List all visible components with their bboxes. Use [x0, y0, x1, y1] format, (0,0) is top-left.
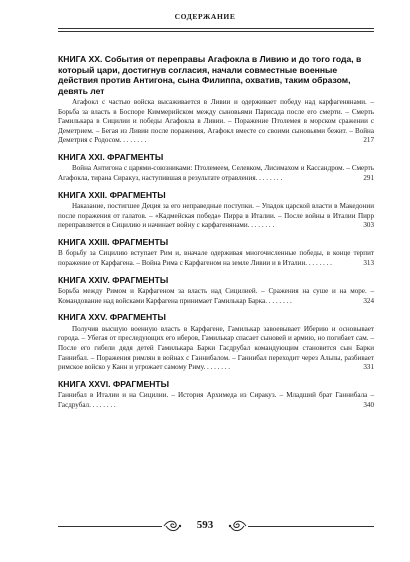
section-heading: КНИГА XXVI. ФРАГМЕНТЫ: [58, 378, 170, 389]
section-summary: [58, 391, 374, 410]
page-number: 593: [196, 519, 214, 531]
dot-leader: . . . . . . .: [307, 259, 332, 268]
dot-leader: . . . . . . .: [205, 363, 231, 372]
toc-section: [58, 54, 374, 146]
dot-leader: . . . . . . .: [121, 136, 147, 145]
header-rule-top: [58, 28, 374, 29]
section-heading: КНИГА XXIII. ФРАГМЕНТЫ: [58, 236, 169, 247]
summary-text: Ганнибал в Италии и на Сицилии. – История Архимеда из Сиракуз. – Младший брат Ганнибала – Гасдрубал.: [58, 391, 374, 409]
section-heading: КНИГА XX. События от переправы Агафокла в Ливию и до того года, в который цари, достигнув согласия, начали совместные военные действия против Антигона, сына Филиппа, охватив, таким образом, девять лет: [58, 54, 362, 96]
page-reference: 331: [363, 363, 374, 372]
dot-leader: . . . . . . .: [249, 221, 275, 230]
summary-text: Война Антигона с царями-союзниками: Птолемеем, Селевком, Лисимахом и Кассандром. – Смерть Агафокла, тирана Сиракуз, наступившая в результате отравления.: [58, 164, 374, 183]
page-reference: 340: [363, 400, 374, 409]
section-summary: [58, 98, 374, 146]
footer-rule-right: [248, 526, 374, 527]
summary-text: Получив высшую военную власть в Карфагене, Гамилькар завоевывает Иберию и основывает города. – Убегая от преследующих его иберов, Гамилькар спасает сыновей и армию, но погибает сам. – После его гибели дядя детей Гамилькара Барки Гасдрубал командующим становится сын Барки Ганнибал. – Поражения римлян в войнах с Ганнибалом. – Ганнибал переходит через Альпы, разбивает римское войско у Канн и угрожает самому Риму.: [58, 324, 374, 372]
section-summary: [58, 325, 374, 373]
page-reference: 324: [363, 296, 374, 305]
section-heading: КНИГА XXI. ФРАГМЕНТЫ: [58, 151, 164, 162]
toc-section: [58, 275, 374, 307]
summary-text: Агафокл с частью войска высаживается в Ливии и одерживает победу над карфагенянами. – Борьба за власть в Боспоре Киммерийском между сыновьями Парисада после его смерти. – Смерть Гамилькара в Сицилии и победы Агафокла в Ливии. – Поражение Птолемея в морском сражении с Деметрием. – Бегая из Ливии после поражения, Агафокл вместе со своими сыновьями бежит. – Война Деметрия с Родосом.: [58, 98, 374, 145]
summary-text: В борьбу за Сицилию вступает Рим и, вначале одерживая многочисленные победы, в конце терпит поражение от Карфагена. – Война Рима с Карфагеном на земле Ливии и в Италии.: [58, 249, 374, 268]
toc-section: [58, 190, 374, 231]
summary-text: Наказание, постигшее Деция за его неправедные поступки. – Упадок царской власти в Македонии после поражения от галатов. – «Кадмейская победа» Пирра в Италии. – После войны в Италии Пирр переправляется в Сицилию и начинает войну с карфагенянами.: [58, 202, 374, 230]
table-of-contents: [58, 54, 374, 416]
section-summary: [58, 249, 374, 268]
section-summary: [58, 202, 374, 231]
header-rule-bottom: [58, 31, 374, 32]
page-reference: 291: [363, 174, 374, 183]
dot-leader: . . . . . . .: [267, 296, 292, 305]
section-summary: [58, 287, 374, 306]
summary-text: Борьба между Римом и Карфагеном за власть над Сицилией. – Сражения на суше и на море. – Командование над войсками Карфагена принимает Гамилькар Барка.: [58, 287, 374, 305]
toc-section: [58, 312, 374, 372]
toc-section: [58, 379, 374, 411]
page-footer: [0, 516, 410, 536]
section-heading: КНИГА XXV. ФРАГМЕНТЫ: [58, 312, 166, 323]
running-header: СОДЕРЖАНИЕ: [174, 12, 236, 21]
toc-section: [58, 237, 374, 269]
flourish-right-icon: [228, 518, 248, 534]
dot-leader: . . . . . . .: [257, 174, 283, 183]
toc-section: [58, 152, 374, 184]
section-heading: КНИГА XXIV. ФРАГМЕНТЫ: [58, 274, 169, 285]
section-heading: КНИГА XXII. ФРАГМЕНТЫ: [58, 189, 166, 200]
page-reference: 303: [363, 221, 374, 230]
dot-leader: . . . . . . .: [90, 400, 116, 409]
page-reference: 313: [363, 259, 374, 268]
page-reference: 217: [363, 136, 374, 145]
section-summary: [58, 164, 374, 183]
